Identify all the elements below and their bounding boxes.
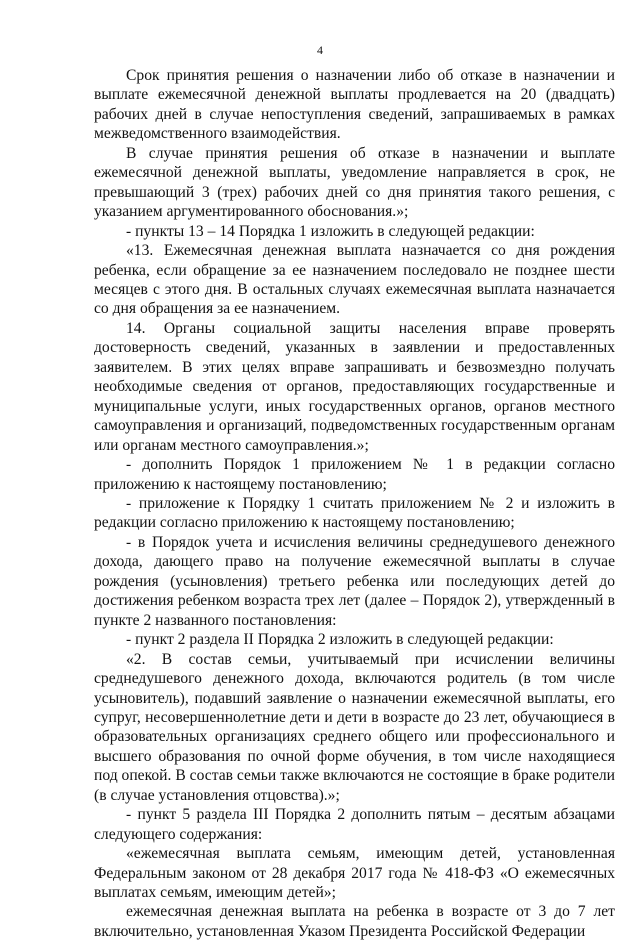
paragraph: «ежемесячная выплата семьям, имеющим детей, установленная Федеральным законом от 28 декабря 2017 года № 418-ФЗ «О ежемесячных выплатах семьям, имеющим детей»; <box>94 845 615 902</box>
paragraph: «13. Ежемесячная денежная выплата назначается со дня рождения ребенка, если обращение за ее назначением последовало не позднее шести месяцев с этого дня. В остальных случаях ежемесячная выплата назначается со дня обращения за ее назначением. <box>94 242 615 318</box>
paragraph: - приложение к Порядку 1 считать приложением № 2 и изложить в редакции согласно приложению к настоящему постановлению; <box>94 494 615 532</box>
paragraph: - в Порядок учета и исчисления величины среднедушевого денежного дохода, дающего право на получение ежемесячной выплаты в случае рождения (усыновления) третьего ребенка или последующих детей до достижения ребенком возраста трех лет (далее – Порядок 2), утвержденный в пункте 2 названного постановления: <box>94 533 615 629</box>
paragraph: «2. В состав семьи, учитываемый при исчислении величины среднедушевого денежного дохода, включаются родитель (в том числе усыновитель), подавший заявление о назначении ежемесячной выплаты, его супруг, несовершеннолетние дети и дети в возрасте до 23 лет, обучающиеся в образовательных организациях среднего общего или профессионального и высшего образования по очной форме обучения, в том числе находящиеся под опекой. В состав семьи также включаются не состоящие в браке родители (в случае установления отцовства).»; <box>94 650 615 804</box>
page-number: 4 <box>317 43 323 57</box>
paragraph: - пункты 13 – 14 Порядка 1 изложить в следующей редакции: <box>126 222 535 240</box>
paragraph: - дополнить Порядок 1 приложением № 1 в редакции согласно приложению к настоящему постановлению; <box>94 456 615 493</box>
paragraph: - пункт 5 раздела III Порядка 2 дополнить пятым – десятым абзацами следующего содержания: <box>94 806 615 843</box>
paragraph: - пункт 2 раздела II Порядка 2 изложить в следующей редакции: <box>126 631 554 649</box>
paragraph: ежемесячная денежная выплата на ребенка в возрасте от 3 до 7 лет включительно, установленная Указом Президента Российской Федерации <box>94 903 615 940</box>
paragraph: 14. Органы социальной защиты населения вправе проверять достоверность сведений, указанных в заявлении и предоставленных заявителем. В этих целях вправе запрашивать и безвозмездно получать необходимые сведения от органов, предоставляющих государственные и муниципальные услуги, иных государственных органов, органов местного самоуправления и организаций, подведомственных государственным органам или органам местного самоуправления.»; <box>94 319 615 454</box>
paragraph: В случае принятия решения об отказе в назначении и выплате ежемесячной денежной выплаты, уведомление направляется в срок, не превышающий 3 (трех) рабочих дней со дня принятия такого решения, с указанием аргументированного обоснования.»; <box>94 144 615 221</box>
document-body <box>94 66 615 941</box>
paragraph: Срок принятия решения о назначении либо об отказе в назначении и выплате ежемесячной денежной выплаты продлевается на 20 (двадцать) рабочих дней в случае непоступления сведений, запрашиваемых в рамках межведомственного взаимодействия. <box>94 67 615 143</box>
